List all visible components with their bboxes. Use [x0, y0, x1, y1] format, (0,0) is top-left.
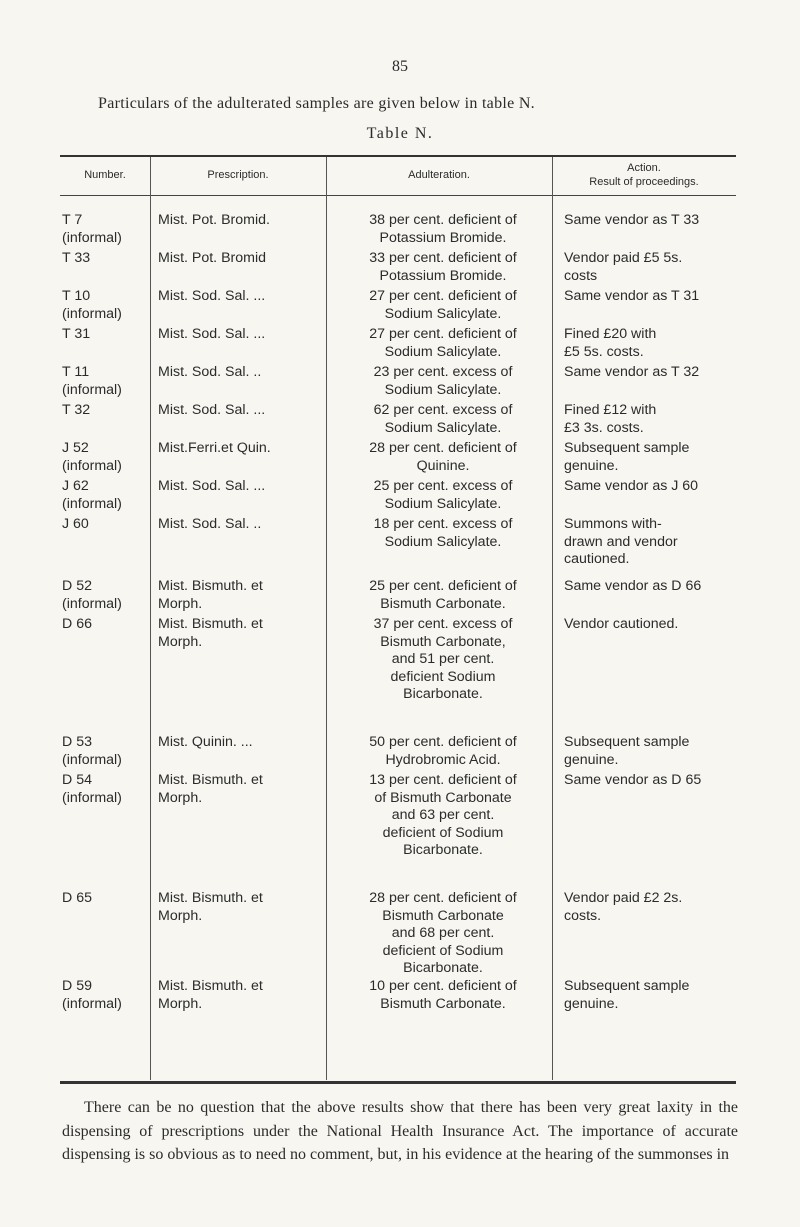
table-body: [0, 212, 800, 1018]
cell-action: Subsequent sample genuine.: [564, 978, 690, 1012]
cell-action: Subsequent sample genuine.: [564, 440, 690, 474]
cell-adulteration: 27 per cent. deficient of Sodium Salicylate.: [369, 288, 517, 322]
table-row: [0, 250, 800, 288]
cell-prescription: Mist. Sod. Sal. ..: [158, 364, 262, 380]
cell-adulteration: 25 per cent. deficient of Bismuth Carbonate.: [369, 578, 517, 612]
cell-adulteration: 50 per cent. deficient of Hydrobromic Acid.: [369, 734, 517, 768]
table-row: [0, 364, 800, 402]
cell-number: T 31: [62, 326, 91, 342]
table-row: [0, 890, 800, 978]
cell-number: T 7 (informal): [62, 212, 122, 246]
table-row: [0, 516, 800, 578]
cell-prescription: Mist. Sod. Sal. ...: [158, 326, 266, 342]
cell-adulteration: 10 per cent. deficient of Bismuth Carbonate.: [369, 978, 517, 1012]
page-number: 85: [392, 58, 408, 75]
cell-prescription: Mist. Sod. Sal. ...: [158, 402, 266, 418]
table-row: [0, 578, 800, 616]
table-row: [0, 326, 800, 364]
cell-action: Vendor cautioned.: [564, 616, 679, 632]
table-row: [0, 978, 800, 1018]
cell-number: D 53 (informal): [62, 734, 122, 768]
header-number: Number.: [84, 169, 126, 182]
cell-adulteration: 33 per cent. deficient of Potassium Bromide.: [369, 250, 517, 284]
cell-adulteration: 13 per cent. deficient of of Bismuth Carbonate and 63 per cent. deficient of Sodium Bicarbonate.: [369, 772, 517, 858]
footer-paragraph: [62, 1096, 738, 1167]
table-row: [0, 772, 800, 890]
cell-number: D 65: [62, 890, 92, 906]
cell-action: Same vendor as T 31: [564, 288, 700, 304]
cell-adulteration: 38 per cent. deficient of Potassium Bromide.: [369, 212, 517, 246]
cell-prescription: Mist. Bismuth. et Morph.: [158, 772, 263, 806]
cell-prescription: Mist. Bismuth. et Morph.: [158, 890, 263, 924]
cell-number: D 59 (informal): [62, 978, 122, 1012]
cell-number: J 52 (informal): [62, 440, 122, 474]
cell-number: T 11 (informal): [62, 364, 122, 398]
cell-action: Fined £20 with £5 5s. costs.: [564, 326, 657, 360]
cell-adulteration: 18 per cent. excess of Sodium Salicylate.: [373, 516, 513, 550]
cell-action: Same vendor as J 60: [564, 478, 699, 494]
table-row: [0, 212, 800, 250]
cell-prescription: Mist. Pot. Bromid: [158, 250, 267, 266]
cell-adulteration: 62 per cent. excess of Sodium Salicylate.: [373, 402, 513, 436]
cell-action: Same vendor as T 32: [564, 364, 700, 380]
cell-number: J 60: [62, 516, 89, 532]
cell-number: J 62 (informal): [62, 478, 122, 512]
table-row: [0, 402, 800, 440]
cell-adulteration: 27 per cent. deficient of Sodium Salicylate.: [369, 326, 517, 360]
cell-prescription: Mist. Bismuth. et Morph.: [158, 978, 263, 1012]
cell-adulteration: 37 per cent. excess of Bismuth Carbonate, and 51 per cent. deficient Sodium Bicarbonate.: [373, 616, 513, 702]
cell-action: Same vendor as D 66: [564, 578, 702, 594]
footer-text: There can be no question that the above results show that there has been very great laxity in the dispensing of prescriptions under the National Health Insurance Act. The importance of accurate dispensing is so obvious as to need no comment, but, in his evidence at the hearing of the summonses in: [62, 1099, 738, 1163]
cell-prescription: Mist. Pot. Bromid.: [158, 212, 270, 228]
header-prescription: Prescription.: [207, 169, 269, 182]
cell-prescription: Mist. Sod. Sal. ..: [158, 516, 262, 532]
cell-action: Same vendor as D 65: [564, 772, 702, 788]
cell-action: Same vendor as T 33: [564, 212, 700, 228]
cell-prescription: Mist.Ferri.et Quin.: [158, 440, 271, 456]
cell-adulteration: 25 per cent. excess of Sodium Salicylate.: [373, 478, 513, 512]
cell-adulteration: 23 per cent. excess of Sodium Salicylate.: [373, 364, 513, 398]
cell-adulteration: 28 per cent. deficient of Bismuth Carbonate and 68 per cent. deficient of Sodium Bicarbonate.: [369, 890, 517, 976]
table-bottom-rule: [60, 1081, 736, 1084]
table-title: Table N.: [366, 125, 434, 142]
cell-action: Summons with- drawn and vendor cautioned.: [564, 516, 678, 567]
cell-number: T 10 (informal): [62, 288, 122, 322]
cell-number: D 66: [62, 616, 92, 632]
cell-adulteration: 28 per cent. deficient of Quinine.: [369, 440, 517, 474]
cell-number: T 33: [62, 250, 91, 266]
cell-number: T 32: [62, 402, 91, 418]
table-row: [0, 288, 800, 326]
intro-text: Particulars of the adulterated samples are given below in table N.: [98, 95, 535, 112]
header-action: Action. Result of proceedings.: [589, 162, 699, 188]
cell-prescription: Mist. Quinin. ...: [158, 734, 253, 750]
table-row: [0, 616, 800, 734]
table-row: [0, 734, 800, 772]
table-row: [0, 478, 800, 516]
cell-action: Vendor paid £2 2s. costs.: [564, 890, 683, 924]
cell-action: Vendor paid £5 5s. costs: [564, 250, 683, 284]
cell-prescription: Mist. Bismuth. et Morph.: [158, 616, 263, 650]
cell-action: Subsequent sample genuine.: [564, 734, 690, 768]
table-row: [0, 440, 800, 478]
cell-prescription: Mist. Bismuth. et Morph.: [158, 578, 263, 612]
cell-number: D 54 (informal): [62, 772, 122, 806]
header-rule: [60, 195, 736, 196]
cell-prescription: Mist. Sod. Sal. ...: [158, 478, 266, 494]
cell-prescription: Mist. Sod. Sal. ...: [158, 288, 266, 304]
cell-action: Fined £12 with £3 3s. costs.: [564, 402, 657, 436]
cell-number: D 52 (informal): [62, 578, 122, 612]
header-adulteration: Adulteration.: [408, 169, 470, 182]
